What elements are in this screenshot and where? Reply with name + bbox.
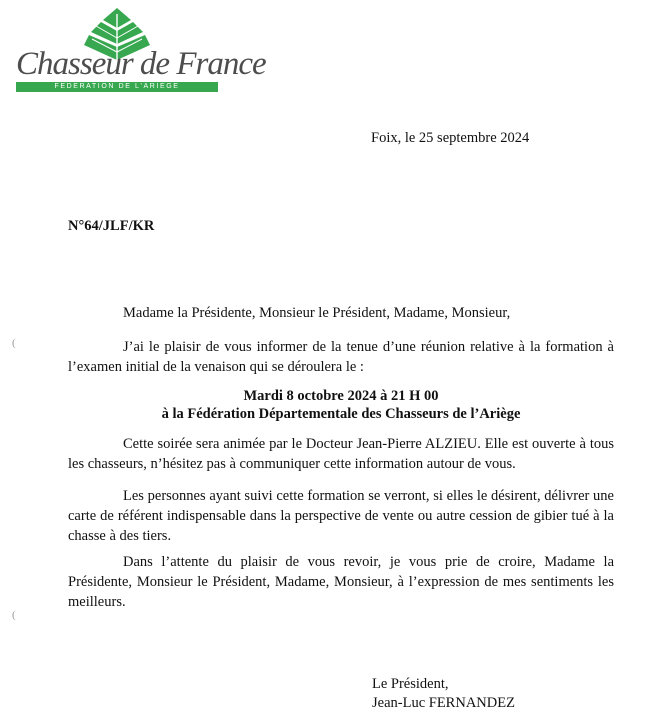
margin-mark: ( [12,337,16,349]
paragraph-closing: Dans l’attente du plaisir de vous revoir, je vous prie de croire, Madame la Présidente, Monsieur le Président, Madame, Monsieur, à l’expression de mes sentiments les meilleurs. [68,554,614,610]
letter-dateline: Foix, le 25 septembre 2024 [371,130,530,146]
letter-salutation: Madame la Présidente, Monsieur le Président, Madame, Monsieur, [123,305,511,321]
event-date: Mardi 8 octobre 2024 à 21 H 00 [243,388,439,404]
federation-logo [12,8,266,90]
paragraph-referent-card: Les personnes ayant suivi cette formation se verront, si elles le désirent, délivrer une carte de référent indispensable dans la perspective de vente ou autre cession de gibier tué à la chasse à des tiers. [68,488,614,544]
paragraph-meeting-intro: J’ai le plaisir de vous informer de la tenue d’une réunion relative à la formation à l’examen initial de la venaison qui se déroulera le : [68,339,614,375]
logo-subtitle: FEDERATION DE L'ARIEGE [16,82,218,92]
letter-reference: N°64/JLF/KR [68,218,155,234]
signature-title: Le Président, [372,676,449,692]
logo-name: Chasseur de France [16,46,266,82]
paragraph-host: Cette soirée sera animée par le Docteur Jean-Pierre ALZIEU. Elle est ouverte à tous les chasseurs, n’hésitez pas à communiquer cette information autour de vous. [68,436,614,472]
signature-block [372,675,515,713]
signature-name: Jean-Luc FERNANDEZ [372,695,515,711]
margin-mark: ( [12,609,16,621]
event-location: à la Fédération Départementale des Chasseurs de l’Ariège [161,406,521,422]
